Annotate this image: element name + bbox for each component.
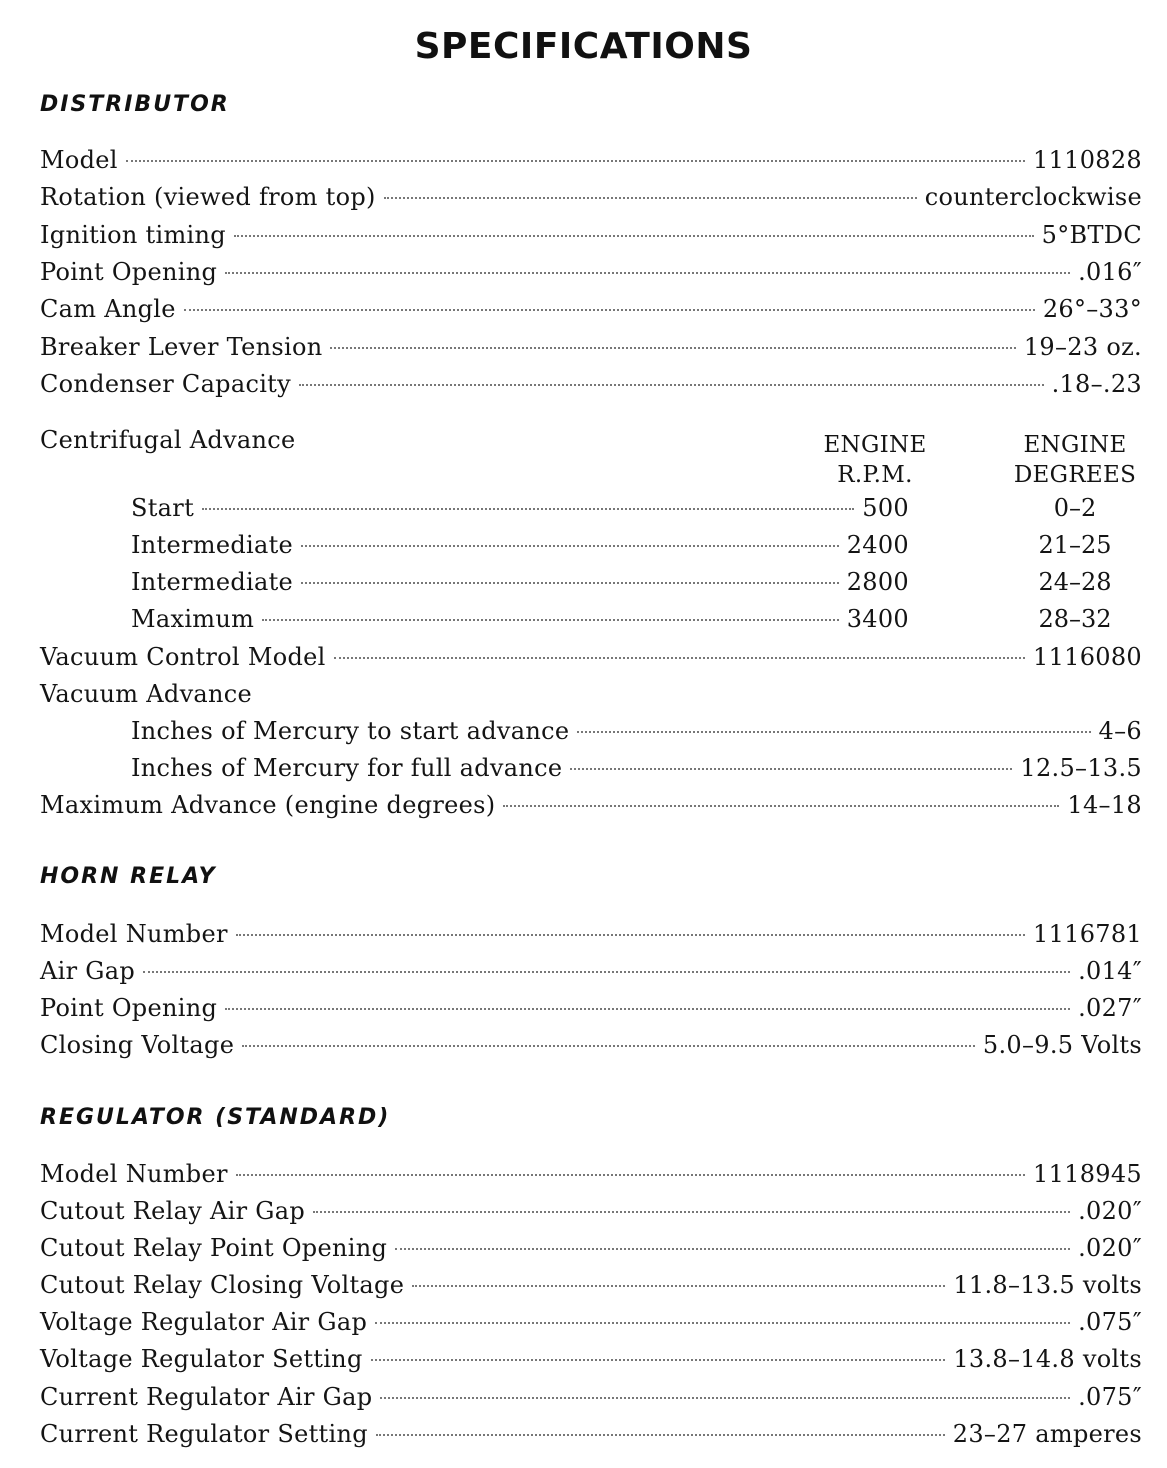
spec-label: Current Regulator Air Gap	[40, 1383, 373, 1411]
spec-label: Inches of Mercury to start advance	[131, 717, 570, 745]
vacuum-advance-label: Vacuum Advance	[40, 680, 253, 708]
centrifugal-stage-label: Intermediate	[131, 531, 294, 559]
spec-value: 14–18	[1067, 791, 1142, 819]
centrifugal-advance-label: Centrifugal Advance	[40, 426, 296, 454]
centrifugal-degrees: 24–28	[1038, 568, 1112, 596]
centrifugal-row	[131, 491, 909, 525]
spec-value: 12.5–13.5	[1020, 754, 1142, 782]
dot-leader	[262, 619, 839, 621]
spec-label: Vacuum Control Model	[40, 643, 326, 671]
spec-row	[40, 292, 1142, 326]
spec-label: Model Number	[40, 1160, 228, 1188]
spec-label: Model	[40, 146, 118, 174]
centrifugal-rpm: 500	[862, 494, 909, 522]
horn-relay-heading: HORN RELAY	[40, 864, 217, 889]
spec-label: Ignition timing	[40, 221, 226, 249]
dot-leader	[570, 768, 1012, 770]
spec-label: Breaker Lever Tension	[40, 333, 323, 361]
spec-row	[40, 788, 1142, 822]
dot-leader	[225, 272, 1070, 274]
spec-row	[40, 1268, 1142, 1302]
centrifugal-degrees: 21–25	[1038, 531, 1112, 559]
spec-row	[40, 1231, 1142, 1265]
spec-row	[40, 1380, 1142, 1414]
dot-leader	[301, 545, 839, 547]
spec-label: Cutout Relay Point Opening	[40, 1234, 388, 1262]
centrifugal-rpm: 2800	[846, 568, 909, 596]
dot-leader	[236, 1174, 1025, 1176]
spec-row	[40, 255, 1142, 289]
centrifugal-degrees: 28–32	[1038, 605, 1112, 633]
regulator-heading: REGULATOR (STANDARD)	[40, 1105, 391, 1130]
spec-value: .075″	[1078, 1383, 1142, 1411]
centrifugal-stage-label: Intermediate	[131, 568, 294, 596]
spec-value: .027″	[1078, 994, 1142, 1022]
spec-value: 11.8–13.5 volts	[953, 1271, 1142, 1299]
dot-leader	[301, 582, 839, 584]
spec-label: Voltage Regulator Setting	[40, 1345, 363, 1373]
dot-leader	[384, 197, 917, 199]
dot-leader	[299, 384, 1044, 386]
spec-value: 23–27 amperes	[952, 1420, 1142, 1448]
page-title: SPECIFICATIONS	[414, 26, 753, 67]
dot-leader	[126, 160, 1025, 162]
spec-row	[40, 1305, 1142, 1339]
spec-value: 26°–33°	[1042, 295, 1142, 323]
spec-label: Inches of Mercury for full advance	[131, 754, 563, 782]
spec-value: 1110828	[1033, 146, 1142, 174]
dot-leader	[380, 1397, 1070, 1399]
spec-row	[40, 180, 1142, 214]
spec-value: 5°BTDC	[1041, 221, 1142, 249]
spec-value: .075″	[1078, 1308, 1142, 1336]
spec-value: 5.0–9.5 Volts	[982, 1031, 1142, 1059]
rpm-column-header-line2: R.P.M.	[837, 462, 913, 488]
dot-leader	[503, 805, 1059, 807]
spec-value: 19–23 oz.	[1023, 333, 1142, 361]
spec-row	[40, 143, 1142, 177]
spec-label: Cutout Relay Air Gap	[40, 1197, 306, 1225]
dot-leader	[143, 971, 1070, 973]
spec-value: 1116781	[1033, 920, 1142, 948]
spec-label: Air Gap	[40, 957, 136, 985]
spec-row	[40, 640, 1142, 674]
rpm-column-header-line1: ENGINE	[823, 432, 927, 458]
dot-leader	[375, 1322, 1070, 1324]
spec-row	[40, 367, 1142, 401]
spec-value: 1118945	[1033, 1160, 1142, 1188]
dot-leader	[376, 1434, 945, 1436]
spec-label: Point Opening	[40, 258, 218, 286]
centrifugal-stage-label: Start	[131, 494, 195, 522]
dot-leader	[202, 508, 854, 510]
spec-label: Model Number	[40, 920, 228, 948]
spec-row	[40, 954, 1142, 988]
spec-value: .014″	[1078, 957, 1142, 985]
dot-leader	[330, 347, 1015, 349]
spec-label: Maximum Advance (engine degrees)	[40, 791, 496, 819]
centrifugal-rpm: 2400	[846, 531, 909, 559]
spec-row	[40, 1417, 1142, 1451]
spec-row	[40, 218, 1142, 252]
centrifugal-degrees: 0–2	[1053, 494, 1097, 522]
spec-label: Rotation (viewed from top)	[40, 183, 376, 211]
dot-leader	[242, 1045, 975, 1047]
spec-row	[40, 1157, 1142, 1191]
centrifugal-stage-label: Maximum	[131, 605, 255, 633]
dot-leader	[225, 1008, 1070, 1010]
centrifugal-row	[131, 528, 909, 562]
spec-label: Cutout Relay Closing Voltage	[40, 1271, 405, 1299]
degrees-column-header-line2: DEGREES	[1013, 462, 1137, 488]
centrifugal-rpm: 3400	[846, 605, 909, 633]
spec-row	[40, 1342, 1142, 1376]
spec-value: .020″	[1078, 1197, 1142, 1225]
spec-label: Cam Angle	[40, 295, 176, 323]
spec-value: 4–6	[1098, 717, 1142, 745]
spec-value: .016″	[1078, 258, 1142, 286]
spec-value: 1116080	[1033, 643, 1142, 671]
spec-value: .18–.23	[1051, 370, 1142, 398]
dot-leader	[236, 934, 1025, 936]
degrees-column-header-line1: ENGINE	[1023, 432, 1127, 458]
dot-leader	[184, 309, 1035, 311]
centrifugal-row	[131, 602, 909, 636]
spec-value: .020″	[1078, 1234, 1142, 1262]
dot-leader	[395, 1248, 1070, 1250]
spec-value: counterclockwise	[924, 183, 1142, 211]
spec-row	[40, 1194, 1142, 1228]
dot-leader	[334, 657, 1025, 659]
vacuum-advance-row	[131, 714, 1142, 748]
spec-label: Closing Voltage	[40, 1031, 235, 1059]
dot-leader	[371, 1359, 946, 1361]
spec-row	[40, 330, 1142, 364]
spec-label: Voltage Regulator Air Gap	[40, 1308, 368, 1336]
spec-row	[40, 991, 1142, 1025]
distributor-heading: DISTRIBUTOR	[40, 92, 230, 117]
spec-label: Point Opening	[40, 994, 218, 1022]
spec-label: Current Regulator Setting	[40, 1420, 368, 1448]
centrifugal-row	[131, 565, 909, 599]
vacuum-advance-row	[131, 751, 1142, 785]
spec-value: 13.8–14.8 volts	[953, 1345, 1142, 1373]
spec-row	[40, 917, 1142, 951]
dot-leader	[412, 1285, 945, 1287]
spec-label: Condenser Capacity	[40, 370, 291, 398]
dot-leader	[234, 235, 1034, 237]
dot-leader	[313, 1211, 1070, 1213]
spec-row	[40, 1028, 1142, 1062]
dot-leader	[577, 731, 1090, 733]
